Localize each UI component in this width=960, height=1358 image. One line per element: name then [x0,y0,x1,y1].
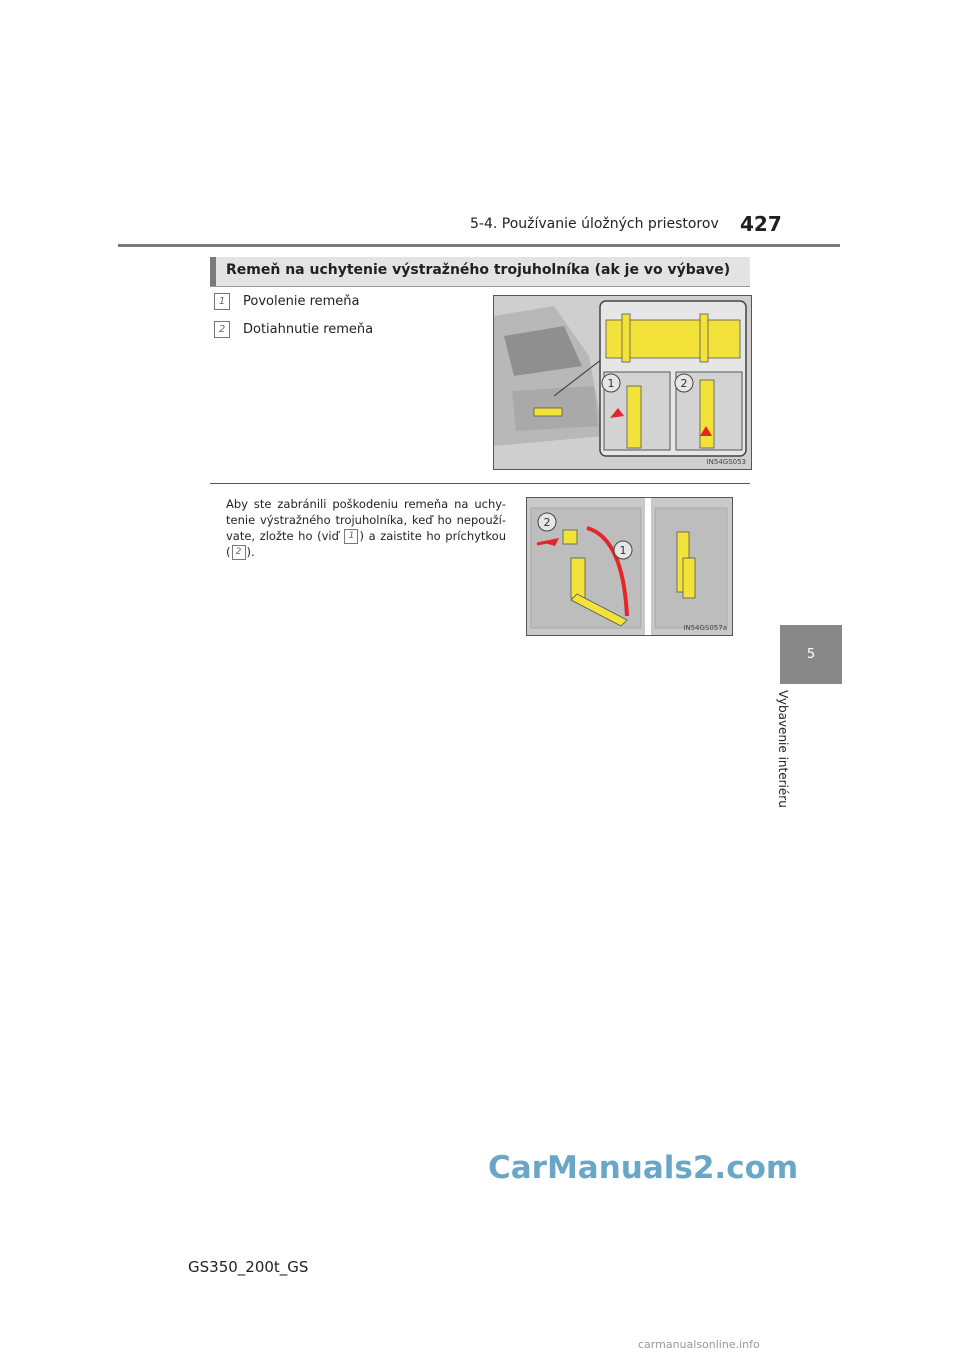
step-item [214,321,373,338]
figure1-label-2: 2 [680,377,688,390]
figure1-illustration [494,296,751,469]
figure2-label-2: 2 [543,516,551,529]
note-paragraph [226,496,506,560]
figure1-label-1: 1 [607,377,615,390]
step-badge: 2 [214,321,230,338]
section-heading-text: Remeň na uchytenie výstražného trojuholníka (ak je vo výbave) [226,262,731,278]
step-text: Dotiahnutie remeňa [243,322,374,337]
footer-model: GS350_200t_GS [188,1258,309,1276]
step-text: Povolenie remeňa [243,294,360,309]
chapter-tab [780,625,842,684]
note-text-3: ). [246,545,255,559]
note-badge-2: 2 [232,545,246,560]
chapter-title: Vybavenie interiéru [776,690,790,808]
figure2-illustration [527,498,732,635]
section-heading-rule [210,286,750,287]
figure-strap-release-tighten [493,295,752,470]
page-number: 427 [740,212,782,236]
figure2-code: IN54GS057a [683,624,727,632]
figure2-label-1: 1 [619,544,627,557]
figure1-code: IN54GS053 [706,458,746,466]
figure-strap-fold-secure [526,497,733,636]
section-heading-bar [210,257,216,286]
note-badge-1: 1 [344,529,358,544]
divider-rule [210,483,750,484]
chapter-number: 5 [806,647,816,662]
note-text-1: Aby ste zabránili poškodeniu remeňa na uchy-tenie výstražného trojuholníka, keď ho nepouží-vate, zložte ho (viď [226,497,506,543]
step-badge: 1 [214,293,230,310]
step-item [214,293,360,310]
section-heading [210,257,750,286]
header-section-title: 5-4. Používanie úložných priestorov [470,216,719,232]
note-text-2: ) a zaistite ho príchytkou ( [226,529,507,559]
header-rule [118,244,840,247]
watermark-url: carmanualsonline.info [638,1338,760,1351]
watermark-logo: CarManuals2.com [488,1150,799,1186]
chapter-title-vertical [770,690,810,820]
